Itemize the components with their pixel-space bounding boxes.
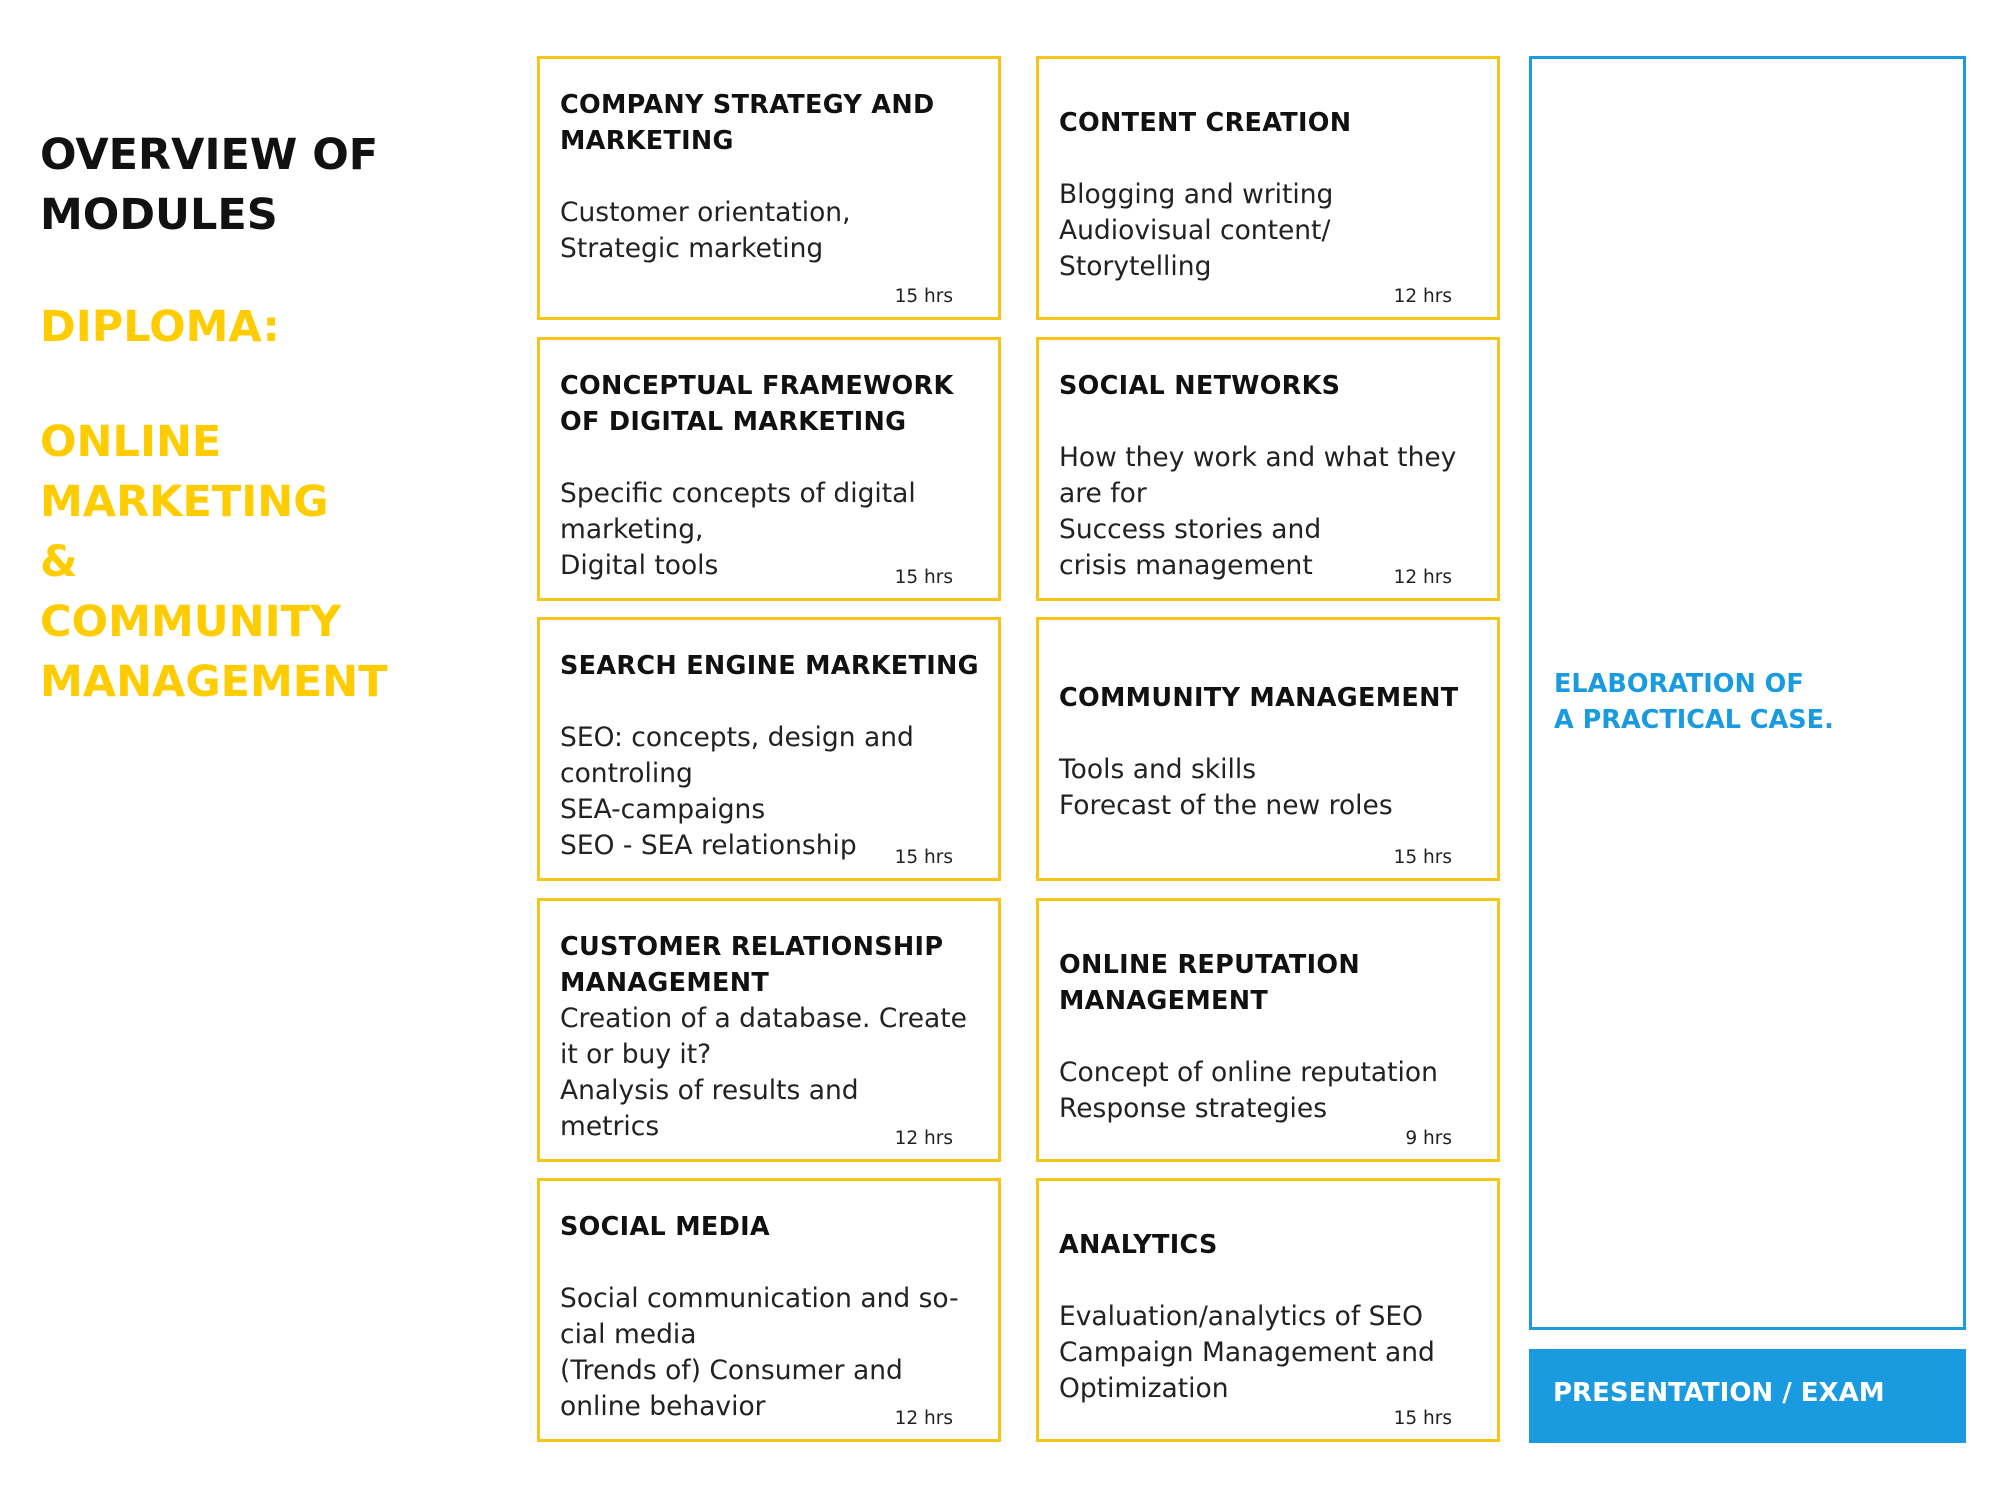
presentation-exam-bar bbox=[1529, 1349, 1966, 1443]
module-hours: 12 hrs bbox=[1393, 286, 1452, 307]
diploma-label: DIPLOMA: bbox=[40, 302, 280, 352]
practical-case-label bbox=[1554, 666, 1834, 738]
module-title: SOCIAL NETWORKS bbox=[1059, 371, 1341, 401]
program-title-line: MARKETING bbox=[40, 477, 329, 527]
module-hours: 15 hrs bbox=[1393, 1408, 1452, 1429]
program-title-line: ONLINE bbox=[40, 417, 222, 467]
module-title: COMPANY STRATEGY AND MARKETING bbox=[560, 90, 935, 156]
module-description: Concept of online reputation Response strategies bbox=[1059, 1057, 1438, 1124]
program-title-line: & bbox=[40, 537, 78, 587]
module-title: ONLINE REPUTATION MANAGEMENT bbox=[1059, 950, 1361, 1016]
module-hours: 12 hrs bbox=[894, 1408, 953, 1429]
module-hours: 12 hrs bbox=[1393, 567, 1452, 588]
module-card-crm bbox=[537, 898, 1001, 1162]
module-description: Evaluation/analytics of SEO Campaign Management and Optimization bbox=[1059, 1301, 1435, 1404]
module-hours: 15 hrs bbox=[894, 847, 953, 868]
module-title: SEARCH ENGINE MARKETING bbox=[560, 651, 979, 681]
module-description: Blogging and writing Audiovisual content/ Storytelling bbox=[1059, 179, 1334, 282]
module-card-social-networks bbox=[1036, 337, 1500, 601]
module-description: Social communication and so- cial media (Trends of) Consumer and online behavior bbox=[560, 1283, 959, 1422]
page-title: OVERVIEW OF MODULES bbox=[40, 130, 379, 240]
module-card-community-management bbox=[1036, 617, 1500, 881]
program-title-line: MANAGEMENT bbox=[40, 657, 388, 707]
module-title: CUSTOMER RELATIONSHIP MANAGEMENT bbox=[560, 932, 944, 998]
heading-column bbox=[40, 125, 480, 712]
module-title: CONCEPTUAL FRAMEWORK OF DIGITAL MARKETING bbox=[560, 371, 954, 437]
practical-case-line: ELABORATION OF bbox=[1554, 669, 1804, 699]
practical-case-line: A PRACTICAL CASE. bbox=[1554, 705, 1834, 735]
module-description: Specific concepts of digital marketing, Digital tools bbox=[560, 478, 916, 581]
module-title: CONTENT CREATION bbox=[1059, 108, 1352, 138]
program-title-line: COMMUNITY bbox=[40, 597, 342, 647]
module-hours: 15 hrs bbox=[894, 286, 953, 307]
module-card-conceptual-framework bbox=[537, 337, 1001, 601]
module-card-analytics bbox=[1036, 1178, 1500, 1442]
module-hours: 9 hrs bbox=[1405, 1128, 1452, 1149]
module-description: SEO: concepts, design and controling SEA-campaigns SEO - SEA relationship bbox=[560, 722, 914, 861]
module-hours: 15 hrs bbox=[894, 567, 953, 588]
module-card-search-engine-marketing bbox=[537, 617, 1001, 881]
practical-case-box bbox=[1529, 56, 1966, 1330]
module-description: How they work and what they are for Success stories and crisis management bbox=[1059, 442, 1457, 581]
module-title: SOCIAL MEDIA bbox=[560, 1212, 770, 1242]
presentation-exam-label: PRESENTATION / EXAM bbox=[1553, 1378, 1885, 1408]
module-card-company-strategy bbox=[537, 56, 1001, 320]
module-description: Tools and skills Forecast of the new roles bbox=[1059, 754, 1393, 821]
module-card-social-media bbox=[537, 1178, 1001, 1442]
module-hours: 12 hrs bbox=[894, 1128, 953, 1149]
module-description: Customer orientation, Strategic marketing bbox=[560, 197, 851, 264]
module-title: COMMUNITY MANAGEMENT bbox=[1059, 683, 1459, 713]
module-hours: 15 hrs bbox=[1393, 847, 1452, 868]
module-title: ANALYTICS bbox=[1059, 1230, 1218, 1260]
program-title bbox=[40, 412, 480, 712]
module-card-content-creation bbox=[1036, 56, 1500, 320]
module-card-online-reputation bbox=[1036, 898, 1500, 1162]
module-description: Creation of a database. Create it or buy it? Analysis of results and metrics bbox=[560, 1003, 967, 1142]
